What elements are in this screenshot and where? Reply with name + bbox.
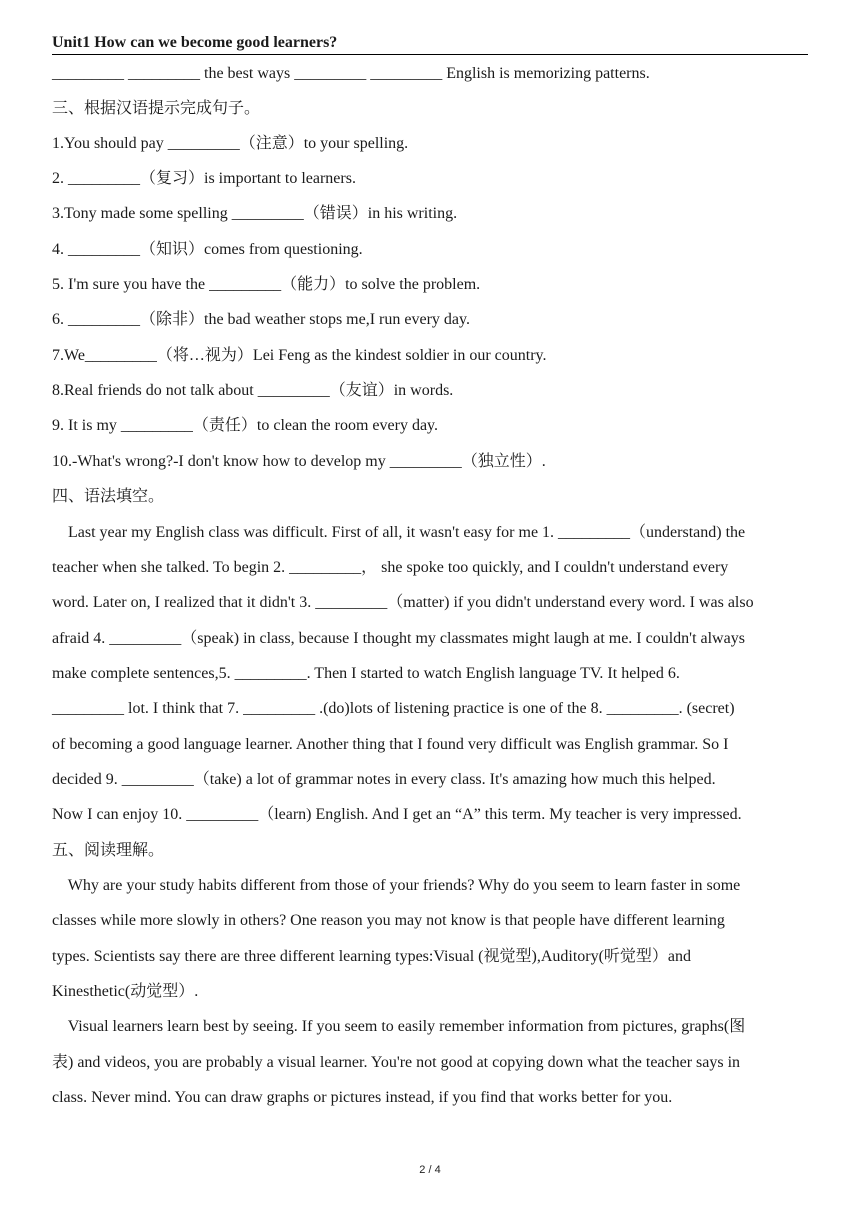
exercise-item-10: 10.-What's wrong?-I don't know how to develop my _________（独立性）. xyxy=(52,453,546,470)
exercise-item-7: 7.We_________（将…视为）Lei Feng as the kindest soldier in our country. xyxy=(52,347,547,364)
section-heading-5: 五、阅读理解。 xyxy=(52,842,165,859)
text-line: _________ _________ the best ways _________ _________ English is memorizing patterns. xyxy=(52,65,650,82)
exercise-item-6: 6. _________（除非）the bad weather stops me,I run every day. xyxy=(52,311,470,328)
cloze-line: word. Later on, I realized that it didn't 3. _________（matter) if you didn't understand every word. I was also xyxy=(52,594,754,611)
exercise-item-1: 1.You should pay _________（注意）to your spelling. xyxy=(52,135,409,152)
exercise-item-3: 3.Tony made some spelling _________（错误）in his writing. xyxy=(52,205,458,222)
cloze-line: afraid 4. _________（speak) in class, because I thought my classmates might laugh at me. I couldn't always xyxy=(52,630,745,647)
exercise-item-4: 4. _________（知识）comes from questioning. xyxy=(52,241,363,258)
cloze-line: make complete sentences,5. _________. Then I started to watch English language TV. It helped 6. xyxy=(52,665,680,682)
cloze-line: of becoming a good language learner. Another thing that I found very difficult was English grammar. So I xyxy=(52,736,729,753)
cloze-line: decided 9. _________（take) a lot of grammar notes in every class. It's amazing how much this helped. xyxy=(52,771,716,788)
cloze-line: teacher when she talked. To begin 2. _________， she spoke too quickly, and I couldn't understand every xyxy=(52,559,729,576)
section-heading-4: 四、语法填空。 xyxy=(52,488,165,505)
section-heading-3: 三、根据汉语提示完成句子。 xyxy=(52,100,261,117)
reading-line: 表) and videos, you are probably a visual learner. You're not good at copying down what the teacher says in xyxy=(52,1054,741,1071)
exercise-item-9: 9. It is my _________（责任）to clean the room every day. xyxy=(52,417,439,434)
reading-line: Kinesthetic(动觉型）. xyxy=(52,983,199,1000)
reading-line: class. Never mind. You can draw graphs or pictures instead, if you find that works better for you. xyxy=(52,1089,673,1106)
reading-line: Visual learners learn best by seeing. If you seem to easily remember information from pictures, graphs(图 xyxy=(52,1018,746,1035)
exercise-item-8: 8.Real friends do not talk about _________（友谊）in words. xyxy=(52,382,454,399)
reading-line: Why are your study habits different from those of your friends? Why do you seem to learn faster in some xyxy=(52,877,741,894)
page-header-title: Unit1 How can we become good learners? xyxy=(52,34,808,55)
reading-line: classes while more slowly in others? One reason you may not know is that people have different learning xyxy=(52,912,725,929)
exercise-item-5: 5. I'm sure you have the _________（能力）to solve the problem. xyxy=(52,276,481,293)
exercise-item-2: 2. _________（复习）is important to learners. xyxy=(52,170,356,187)
cloze-line: Now I can enjoy 10. _________（learn) English. And I get an “A” this term. My teacher is very impressed. xyxy=(52,806,742,823)
cloze-line: Last year my English class was difficult. First of all, it wasn't easy for me 1. _________（understand) the xyxy=(52,524,746,541)
page-number: 2 / 4 xyxy=(419,1164,441,1176)
cloze-line: _________ lot. I think that 7. _________ .(do)lots of listening practice is one of the 8. _________. (secret) xyxy=(52,700,735,717)
reading-line: types. Scientists say there are three different learning types:Visual (视觉型),Auditory(听觉型）and xyxy=(52,948,692,965)
